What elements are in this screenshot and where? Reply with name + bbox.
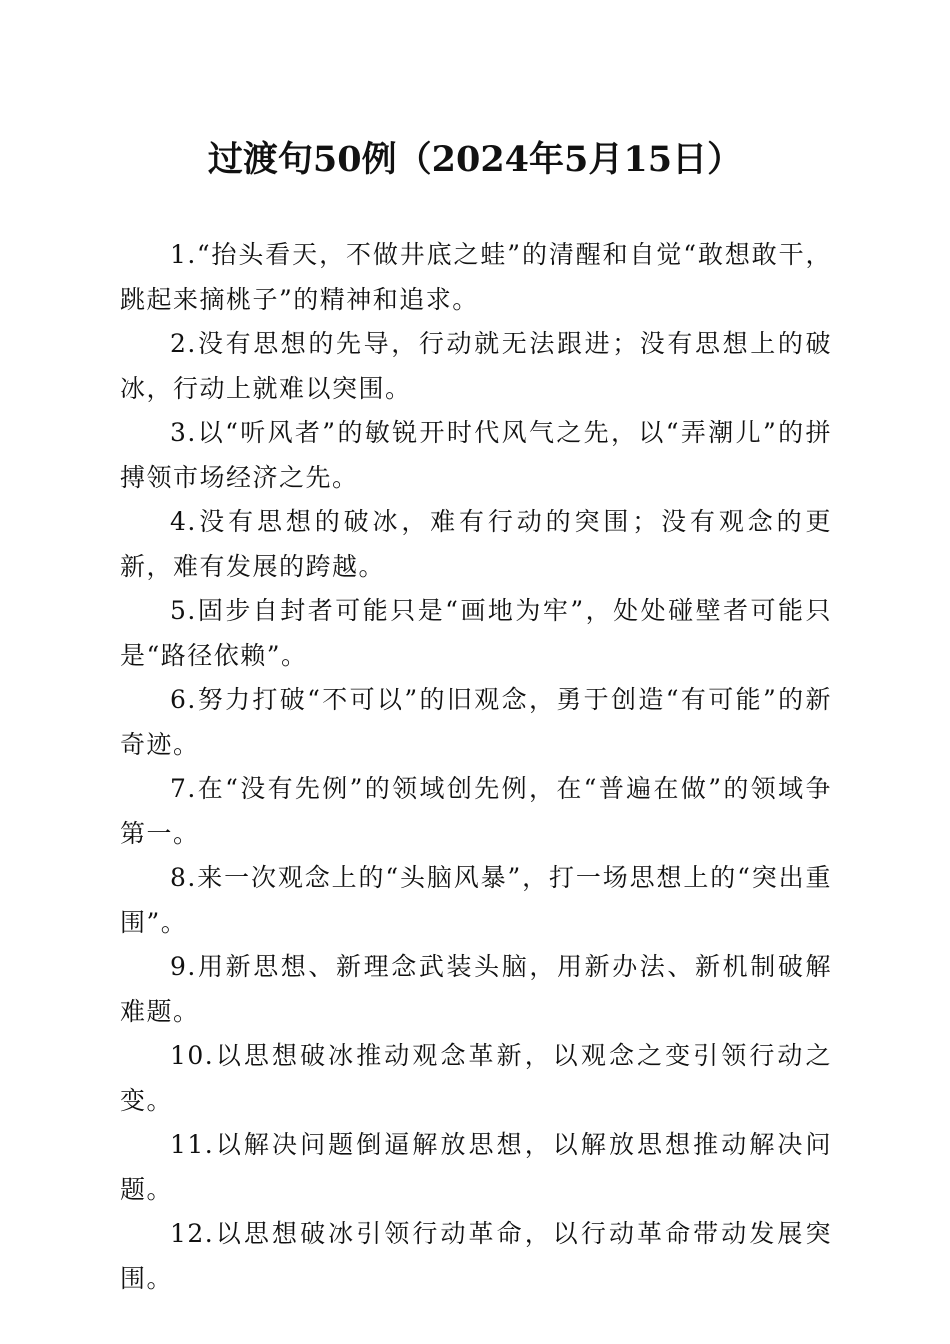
paragraph-4: 4.没有思想的破冰，难有行动的突围；没有观念的更新，难有发展的跨越。 <box>120 507 832 581</box>
paragraph-1: 1.“抬头看天，不做井底之蛙”的清醒和自觉“敢想敢干，跳起来摘桃子”的精神和追求。 <box>120 240 832 314</box>
paragraph-11: 11.以解决问题倒逼解放思想，以解放思想推动解决问题。 <box>120 1130 832 1204</box>
paragraph-9: 9.用新思想、新理念武装头脑，用新办法、新机制破解难题。 <box>120 952 832 1026</box>
paragraph-3: 3.以“听风者”的敏锐开时代风气之先，以“弄潮儿”的拼搏领市场经济之先。 <box>120 418 832 492</box>
paragraph-6: 6.努力打破“不可以”的旧观念，勇于创造“有可能”的新奇迹。 <box>120 685 832 759</box>
paragraph-5: 5.固步自封者可能只是“画地为牢”，处处碰壁者可能只是“路径依赖”。 <box>120 596 832 670</box>
paragraph-7: 7.在“没有先例”的领域创先例，在“普遍在做”的领域争第一。 <box>120 774 832 848</box>
paragraph-8: 8.来一次观念上的“头脑风暴”，打一场思想上的“突出重围”。 <box>120 863 832 937</box>
paragraph-10: 10.以思想破冰推动观念革新，以观念之变引领行动之变。 <box>120 1041 832 1115</box>
paragraph-2: 2.没有思想的先导，行动就无法跟进；没有思想上的破冰，行动上就难以突围。 <box>120 329 832 403</box>
paragraph-12: 12.以思想破冰引领行动革命，以行动革命带动发展突围。 <box>120 1219 832 1293</box>
document-body <box>120 233 832 1301</box>
document-title: 过渡句50例（2024年5月15日） <box>207 139 743 180</box>
